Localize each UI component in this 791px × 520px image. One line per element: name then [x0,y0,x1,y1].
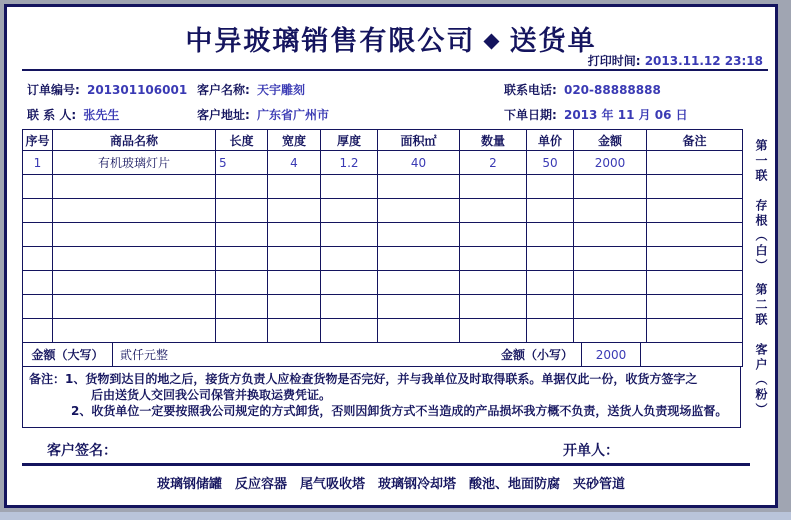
amount-figures-value: 2000 [582,343,641,366]
table-cell [647,319,743,343]
table-cell: 40 [378,151,460,175]
table-cell [378,271,460,295]
column-header: 序号 [23,130,53,151]
table-cell [574,247,647,271]
table-cell [460,295,527,319]
table-cell: 50 [527,151,574,175]
table-cell [647,247,743,271]
table-cell [53,247,216,271]
table-cell [23,271,53,295]
table-cell [527,295,574,319]
order-date-label: 下单日期: [504,108,561,122]
items-table [22,129,743,343]
table-cell [574,295,647,319]
table-cell [268,247,321,271]
table-cell [574,223,647,247]
address-value: 广东省广州市 [256,108,329,122]
remarks-line-2: 后由送货人交回我公司保管并换取运费凭证。 [91,388,332,402]
table-cell [647,199,743,223]
table-cell [23,295,53,319]
amount-words-cell [113,343,582,366]
table-cell [216,295,268,319]
order-number-label: 订单编号: [27,83,84,97]
table-cell [460,247,527,271]
table-cell [216,319,268,343]
footer-products: 玻璃钢储罐 反应容器 尾气吸收塔 玻璃钢冷却塔 酸池、地面防腐 夹砂管道 [156,477,625,492]
customer-name-label: 客户名称: [197,83,254,97]
table-cell [460,271,527,295]
table-row [23,271,743,295]
table-cell [378,247,460,271]
amount-words-label: 金额（大写） [23,343,113,366]
phone-value: 020-88888888 [563,83,661,97]
table-row [23,319,743,343]
table-cell: 1 [23,151,53,175]
doc-type: 送货单 [509,26,597,57]
contact-person-value: 张先生 [83,108,120,122]
table-cell [378,223,460,247]
table-cell [23,247,53,271]
footer-divider [22,463,750,466]
table-cell [23,223,53,247]
table-cell: 有机玻璃灯片 [53,151,216,175]
table-cell [23,175,53,199]
table-cell [574,175,647,199]
items-table-head-row [23,130,743,151]
table-cell [460,223,527,247]
table-cell [321,271,378,295]
table-cell [216,175,268,199]
table-row [23,295,743,319]
table-cell [321,199,378,223]
table-cell [216,223,268,247]
table-cell [527,247,574,271]
column-header: 单价 [527,130,574,151]
print-time-label: 打印时间: [587,54,645,68]
copies-strip: 第一联 存根（白） 第二联 客户（粉） [754,139,768,418]
issuer-label: 开单人： [563,443,619,459]
totals-row [22,343,743,367]
table-cell [268,199,321,223]
table-cell: 2 [460,151,527,175]
table-row [23,247,743,271]
print-time [588,52,763,69]
phone-field [504,81,661,98]
table-cell [321,319,378,343]
table-cell [378,199,460,223]
column-header: 宽度 [268,130,321,151]
remarks-box [22,367,741,428]
print-time-value: 2013.11.12 23:18 [644,54,763,68]
bottom-strip [0,512,791,520]
table-cell [321,295,378,319]
table-cell [527,319,574,343]
table-cell [268,175,321,199]
table-cell [53,271,216,295]
customer-name-value: 天宇雕刻 [256,83,305,97]
table-cell [53,319,216,343]
table-cell [647,271,743,295]
table-cell [574,319,647,343]
contact-person-field [27,106,119,123]
column-header: 面积㎡ [378,130,460,151]
table-cell [647,223,743,247]
table-cell [527,199,574,223]
column-header: 数量 [460,130,527,151]
totals-empty-cell [641,343,742,366]
address-field [197,106,329,123]
table-cell [647,151,743,175]
table-cell [321,247,378,271]
table-cell [53,223,216,247]
order-date-field [504,106,688,123]
remarks-line-1: 备注：1、货物到达目的地之后，接货方负责人应检查货物是否完好，并与我单位及时取得联系。单据仅此一份，收货方签字之 [29,372,698,386]
table-cell: 1.2 [321,151,378,175]
order-number-field [27,81,187,98]
column-header: 备注 [647,130,743,151]
table-cell [378,295,460,319]
table-cell [460,199,527,223]
table-cell [268,295,321,319]
diamond-icon: ◆ [483,28,502,52]
order-number-value: 201301106001 [86,83,188,97]
table-cell [23,199,53,223]
table-cell: 5 [216,151,268,175]
contact-person-label: 联 系 人: [27,108,81,122]
table-cell: 2000 [574,151,647,175]
column-header: 金额 [574,130,647,151]
items-table-body [23,151,743,343]
table-cell [321,175,378,199]
table-cell [527,175,574,199]
table-row [23,175,743,199]
customer-signature-label: 客户签名： [47,443,117,459]
table-cell [527,271,574,295]
table-row [23,199,743,223]
column-header: 商品名称 [53,130,216,151]
table-cell [460,175,527,199]
phone-label: 联系电话: [504,83,561,97]
customer-name-field [197,81,305,98]
table-cell [23,319,53,343]
table-cell [268,223,321,247]
table-cell: 4 [268,151,321,175]
table-cell [216,247,268,271]
table-row [23,151,743,175]
table-cell [647,175,743,199]
table-cell [647,295,743,319]
table-cell [268,319,321,343]
order-date-value: 2013 年 11 月 06 日 [563,108,688,122]
column-header: 厚度 [321,130,378,151]
header-divider [22,69,768,71]
table-cell [460,319,527,343]
table-cell [378,175,460,199]
delivery-note-page [4,4,778,508]
table-cell [574,271,647,295]
company-name: 中异玻璃销售有限公司 [185,26,476,57]
table-cell [53,175,216,199]
table-cell [574,199,647,223]
table-cell [268,271,321,295]
amount-figures-label: 金额（小写） [500,348,573,362]
table-cell [216,271,268,295]
table-cell [321,223,378,247]
table-cell [53,199,216,223]
table-cell [378,319,460,343]
table-cell [53,295,216,319]
address-label: 客户地址: [197,108,254,122]
amount-words-value: 貮仟元整 [120,348,169,362]
table-cell [216,199,268,223]
table-row [23,223,743,247]
remarks-line-3: 2、收货单位一定要按照我公司规定的方式卸货，否则因卸货方式不当造成的产品损坏我方概不负责，送货人负责现场监督。 [71,404,728,418]
column-header: 长度 [216,130,268,151]
table-cell [527,223,574,247]
